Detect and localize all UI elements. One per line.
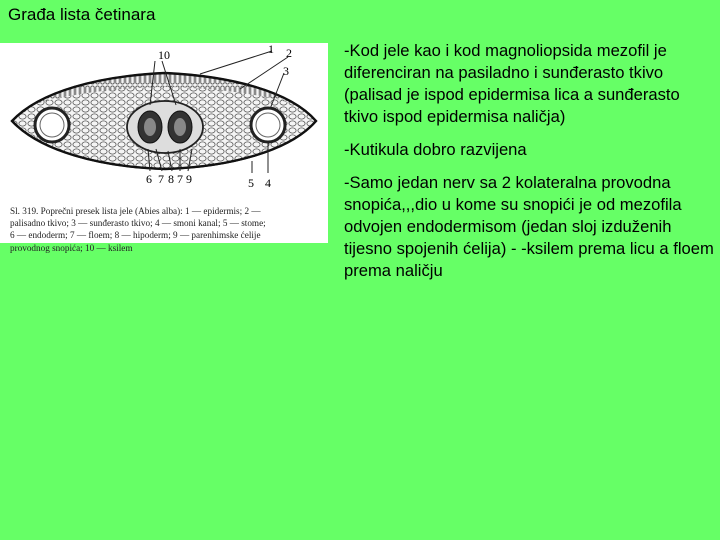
label-8: 8 — [168, 172, 174, 186]
label-9: 9 — [186, 172, 192, 186]
vascular-bundle — [127, 101, 203, 153]
label-1: 1 — [268, 43, 274, 56]
label-5: 5 — [248, 176, 254, 190]
caption-line: provodnog snopića; 10 — ksilem — [10, 242, 133, 253]
label-3: 3 — [283, 64, 289, 78]
paragraph-vascular: -Samo jedan nerv sa 2 kolateralna provodna snopića,,,dio u kome su snopići je od mezofila odvojen endodermisom (jedan sloj izduženih tijesno spojenih ćelija) - -ksilem prema licu a floem prema naličju — [344, 173, 714, 280]
caption-line: Sl. 319. Poprečni presek lista jele (Abies alba): 1 — epidermis; 2 — — [10, 206, 261, 216]
label-10: 10 — [158, 48, 170, 62]
label-4: 4 — [265, 176, 271, 190]
figure-caption — [10, 205, 326, 254]
slide-title: Građa lista četinara — [8, 5, 156, 24]
resin-canal-right — [251, 108, 285, 142]
caption-line: 6 — endoderm; 7 — floem; 8 — hipoderm; 9 — parenhimske ćelije — [10, 230, 261, 241]
label-6: 6 — [146, 172, 152, 186]
paragraph-mesophyll: -Kod jele kao i kod magnoliopsida mezofil je diferenciran na pasiladno i sunđerasto tkivo (palisad je ispod epidermisa lica a sunđerasto tkivo ispod epidermisa naličja) — [344, 41, 680, 126]
description-text — [344, 40, 716, 293]
paragraph-cuticle: -Kutikula dobro razvijena — [344, 140, 527, 159]
resin-canal-left — [35, 108, 69, 142]
label-2: 2 — [286, 46, 292, 60]
caption-line: palisadno tkivo; 3 — sunđerasto tkivo; 4 — smoni kanal; 5 — stome; — [10, 218, 266, 229]
leaf-cross-section-figure — [0, 43, 328, 253]
leaf-cross-section-drawing — [0, 43, 328, 203]
label-7b: 7 — [177, 172, 183, 186]
label-7a: 7 — [158, 172, 164, 186]
